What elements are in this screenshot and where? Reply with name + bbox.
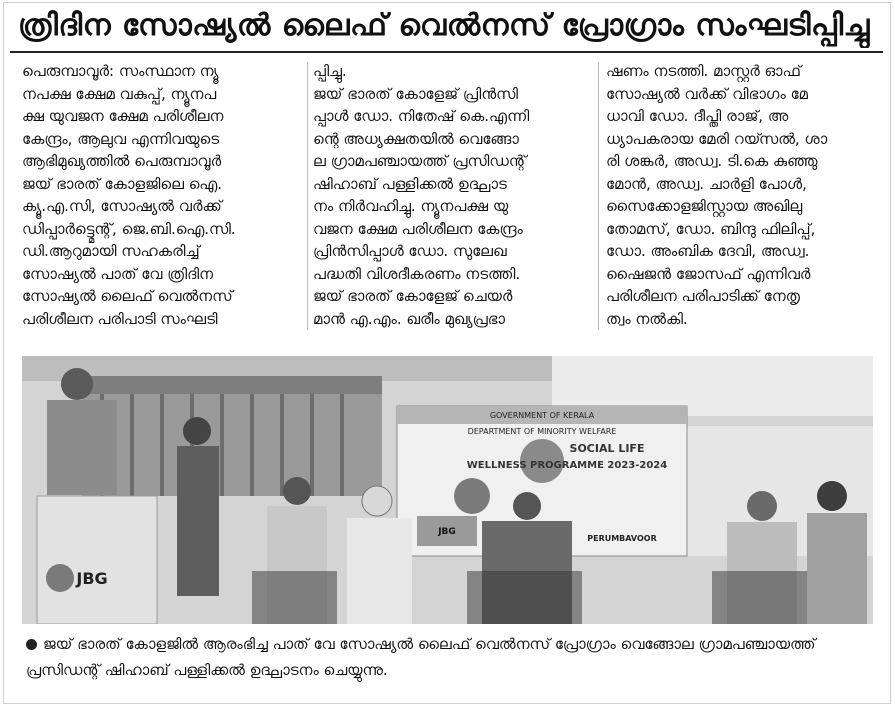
article-column-2: [313, 60, 589, 330]
column-line: പ്രിൻസിപ്പാൾ ഡോ. സുലേഖ: [313, 242, 507, 260]
column-line: മോൻ, അഡ്വ. ചാർളി പോൾ,: [606, 174, 807, 193]
column-line: നപക്ഷ ക്ഷേമ വകുപ്പ്, ന്യൂനപ: [22, 84, 217, 103]
column-line: പരിശീലന പരിപാടിക്ക് നേതൃ: [606, 287, 800, 305]
banner-line: WELLNESS PROGRAMME 2023-2024: [466, 460, 668, 471]
banner-line: JBG: [438, 527, 456, 537]
column-line: പ്പിച്ചു.: [313, 62, 347, 80]
column-line: ആഭിമുഖ്യത്തിൽ പെരുമ്പാവൂർ: [22, 152, 222, 170]
caption-text: ജയ് ഭാരത് കോളജിൽ ആരംഭിച്ച പാത് വേ സോഷ്യൽ ലൈഫ് വെൽനസ് പ്രോഗ്രാം വെങ്ങോല ഗ്രാമപഞ്ചായത്ത് പ്രസിഡന്റ് ഷിഹാബ് പള്ളിക്കൽ ഉദ്ഘാടനം ചെയ്യുന്നു.: [26, 635, 816, 679]
column-line: വജന ക്ഷേമ പരിശീലന കേന്ദ്രം: [313, 219, 523, 238]
banner-line: SOCIAL LIFE: [569, 442, 645, 455]
headline: ത്രിദിന സോഷ്യൽ ലൈഫ് വെൽനസ് പ്രോഗ്രാം സംഘടിപ്പിച്ചു: [18, 8, 870, 43]
column-line: പ്പാൾ ഡോ. നിതേഷ് കെ.എന്നി: [313, 107, 530, 125]
column-line: മാൻ എ.എം. ഖരീം മുഖ്യപ്രഭാ: [313, 309, 505, 328]
photo-caption: [26, 631, 866, 683]
column-line: സോഷ്യൽ പാത് വേ ത്രിദിന: [22, 264, 214, 283]
column-line: ത്വം നൽകി.: [606, 309, 688, 328]
column-line: ഷിഹാബ് പള്ളിക്കൽ ഉദ്ഘാട: [313, 174, 507, 193]
column-line: ജയ് ഭാരത് കോളേജ് പ്രിൻസി: [313, 84, 519, 103]
column-line: പെരുമ്പാവൂർ: സംസ്ഥാന ന്യൂ: [22, 62, 219, 80]
column-line: ഡി.ആറുമായി സഹകരിച്ച്: [22, 242, 200, 260]
event-photo: [22, 356, 873, 624]
column-line: ജയ് ഭാരത് കോളജിലെ ഐ.: [22, 174, 222, 193]
column-divider: [598, 62, 599, 330]
column-line: ന്റെ അധ്യക്ഷതയിൽ വെങ്ങോ: [313, 129, 519, 148]
column-line: ല ഗ്രാമപഞ്ചായത്ത് പ്രസിഡന്റ്: [313, 152, 527, 170]
column-line: ധ്യാപകരായ മേരി റയ്സൽ, ശാ: [606, 129, 828, 148]
column-line: ജയ് ഭാരത് കോളേജ് ചെയർ: [313, 287, 513, 305]
banner-line: GOVERNMENT OF KERALA: [489, 411, 595, 420]
column-line: പദ്ധതി വിശദീകരണം നടത്തി.: [313, 264, 521, 283]
banner-line: PERUMBAVOOR: [587, 534, 657, 543]
column-line: ഡോ. അംബിക ദേവി, അഡ്വ.: [606, 242, 810, 260]
column-line: കേന്ദ്രം, ആലുവ എന്നിവയുടെ: [22, 129, 220, 148]
event-photo-illustration: [22, 356, 873, 624]
column-line: സോഷ്യൽ വർക്ക് വിഭാഗം മേ: [606, 84, 808, 103]
column-line: പരിശീലന പരിപാടി സംഘടി: [22, 309, 218, 328]
column-divider: [307, 62, 308, 330]
column-line: ഷണം നടത്തി. മാസ്റ്റർ ഓഫ്: [606, 62, 801, 80]
article-column-1: [22, 60, 304, 330]
column-line: ധാവി ഡോ. ദീപ്തി രാജ്, അ: [606, 107, 789, 125]
column-line: രി ശങ്കർ, അഡ്വ. ടി.കെ കുഞ്ഞു: [606, 152, 818, 170]
column-line: ക്യൂ.എ.സി, സോഷ്യൽ വർക്ക്: [22, 197, 222, 215]
column-line: തോമസ്, ഡോ. ബിന്ദു ഫിലിപ്പ്,: [606, 219, 816, 238]
caption-bullet-icon: [26, 639, 37, 650]
column-line: ഡിപ്പാർട്ട്മെന്റ്, ജെ.ബി.ഐ.സി.: [22, 219, 236, 238]
article-column-3: [606, 60, 871, 330]
podium-logo: JBG: [76, 569, 108, 588]
column-line: സോഷ്യൽ ലൈഫ് വെൽനസ്: [22, 287, 233, 305]
column-line: നം നിർവഹിച്ചു. ന്യൂനപക്ഷ യു: [313, 197, 509, 215]
column-line: ക്ഷ യുവജന ക്ഷേമ പരിശീലന: [22, 107, 224, 125]
column-line: ഷൈജൻ ജോസഫ് എന്നിവർ: [606, 264, 811, 283]
column-line: സൈക്കോളജിസ്റ്റായ അഖിലു: [606, 197, 803, 215]
banner-line: DEPARTMENT OF MINORITY WELFARE: [467, 427, 617, 436]
headline-rule: [10, 51, 883, 53]
